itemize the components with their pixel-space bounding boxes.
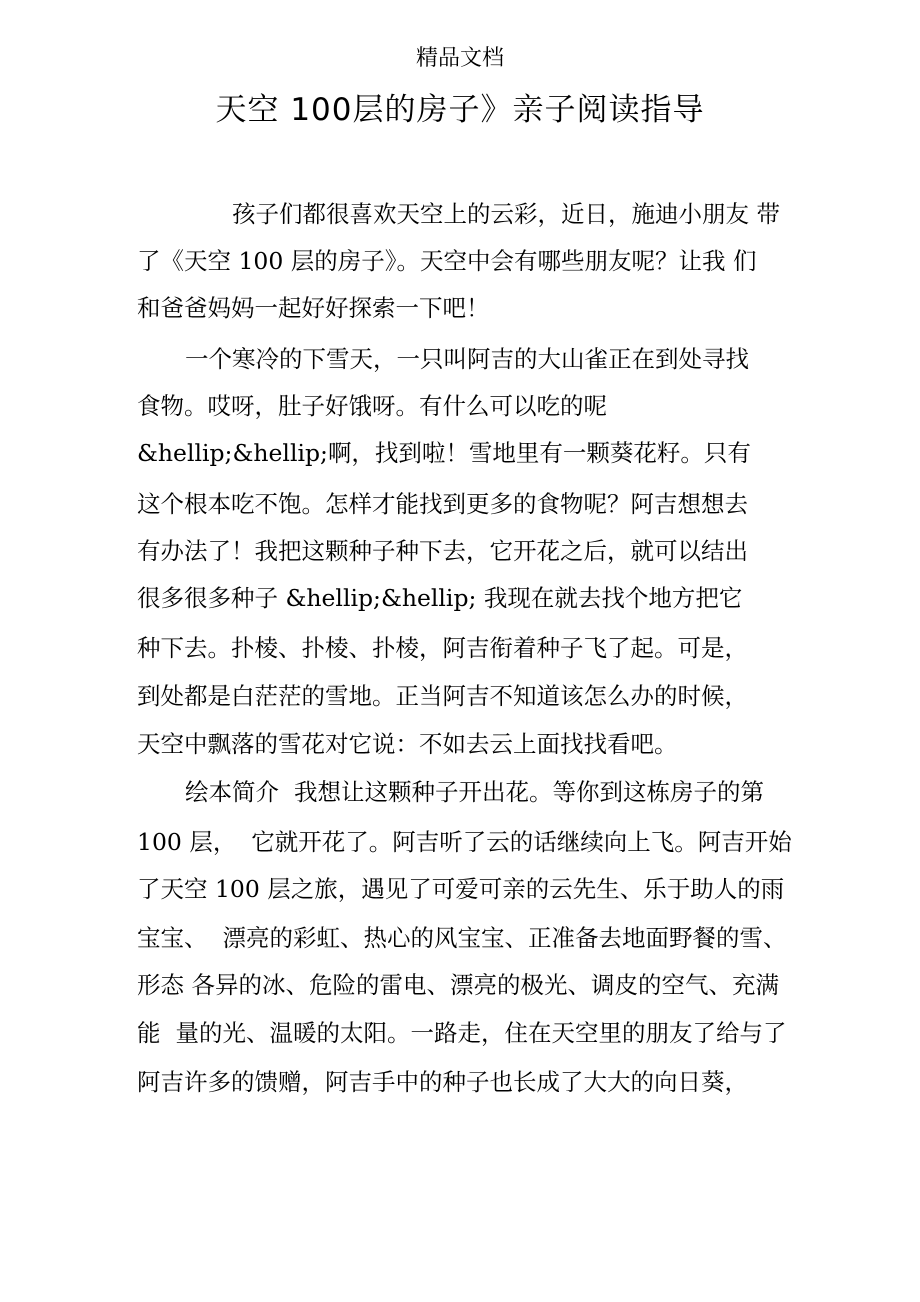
text-line: 食物。哎呀，肚子好饿呀。有什么可以吃的呢 xyxy=(137,392,607,420)
text-line: &hellip;&hellip;啊，找到啦！雪地里有一颗葵花籽。只有 xyxy=(137,439,751,467)
text-line: 到处都是白茫茫的雪地。正当阿吉不知道该怎么办的时候， xyxy=(137,682,748,710)
text-line: 种下去。扑棱、扑棱、扑棱，阿吉衔着种子飞了起。可是， xyxy=(137,634,748,662)
text-line: 100 层， 它就开花了。阿吉听了云的话继续向上飞。阿吉开始 xyxy=(137,828,792,856)
text-line: 了天空 100 层之旅，遇见了可爱可亲的云先生、乐于助人的雨 xyxy=(137,875,785,903)
text-line: 形态 各异的冰、危险的雷电、漂亮的极光、调皮的空气、充满 xyxy=(137,971,779,999)
text-line: 能 量的光、温暖的太阳。一路走，住在天空里的朋友了给与了 xyxy=(137,1019,787,1047)
page-header: 精品文档 xyxy=(415,46,504,71)
text-line: 绘本简介 我想让这颗种子开出花。等你到这栋房子的第 xyxy=(185,778,764,806)
page-title: 天空 100层的房子》亲子阅读指导 xyxy=(215,92,705,128)
text-line: 孩子们都很喜欢天空上的云彩，近日，施迪小朋友 带 xyxy=(232,200,780,228)
text-line: 天空中飘落的雪花对它说：不如去云上面找找看吧。 xyxy=(137,730,678,758)
text-line: 了《天空 100 层的房子》。天空中会有哪些朋友呢？让我 们 xyxy=(137,247,757,275)
text-line: 和爸爸妈妈一起好好探索一下吧！ xyxy=(137,294,490,322)
text-line: 一个寒冷的下雪天，一只叫阿吉的大山雀正在到处寻找 xyxy=(185,345,749,373)
text-line: 这个根本吃不饱。怎样才能找到更多的食物呢？阿吉想想去 xyxy=(137,490,748,518)
text-line: 阿吉许多的馈赠，阿吉手中的种子也长成了大大的向日葵， xyxy=(137,1068,748,1096)
text-line: 有办法了！我把这颗种子种下去，它开花之后，就可以结出 xyxy=(137,537,748,565)
text-line: 很多很多种子 &hellip;&hellip; 我现在就去找个地方把它 xyxy=(137,584,743,612)
text-line: 宝宝、 漂亮的彩虹、热心的风宝宝、正准备去地面野餐的雪、 xyxy=(137,924,787,952)
